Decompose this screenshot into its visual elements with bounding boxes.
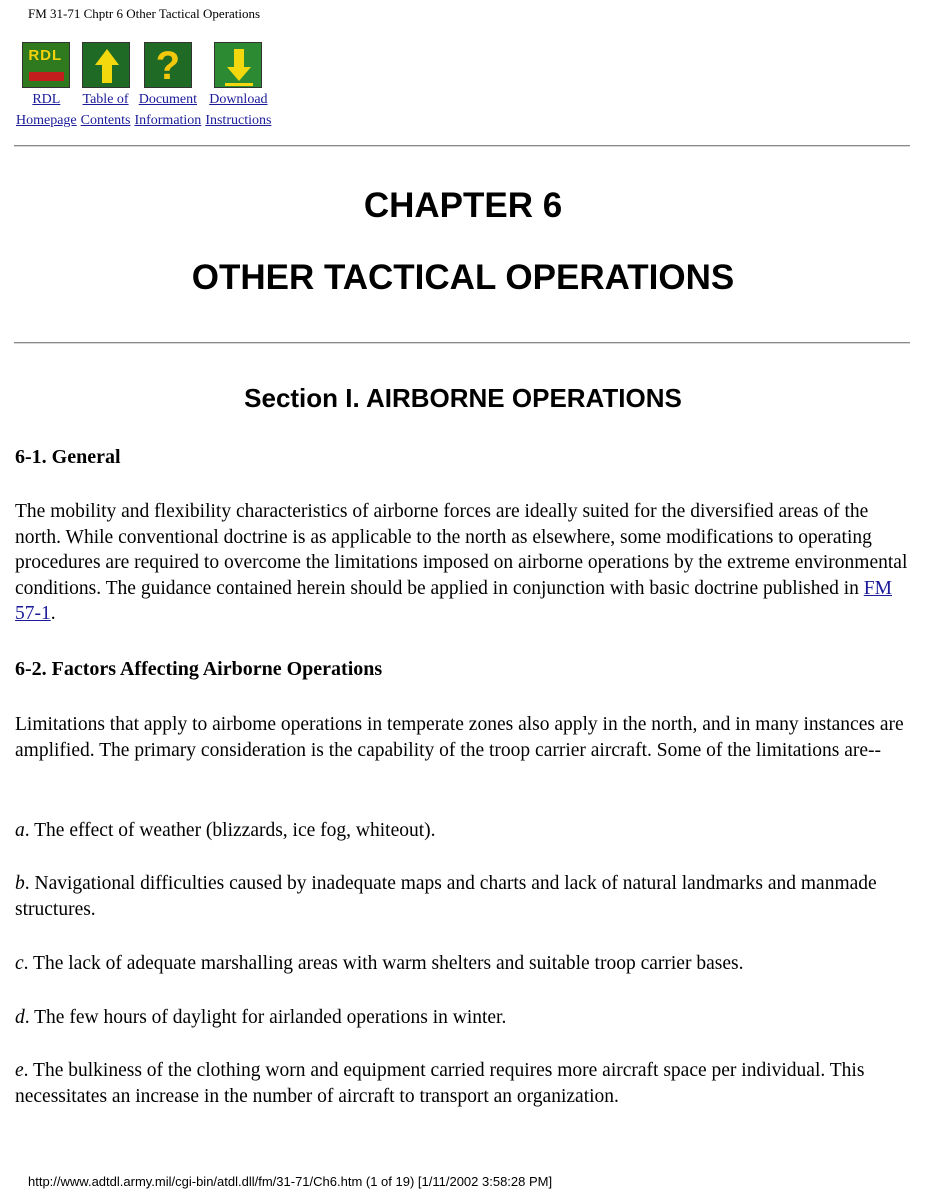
list-item: b. Navigational difficulties caused by inadequate maps and charts and lack of natural landmarks and manmade structures. (15, 873, 877, 920)
fm-57-1-link[interactable]: FM 57-1 (15, 577, 892, 625)
nav-document-information-link[interactable]: Document Information (134, 92, 202, 128)
list-item: e. The bulkiness of the clothing worn and equipment carried requires more aircraft space per individual. This necessitates an increase in the number of aircraft to transport an organization. (15, 1060, 865, 1107)
nav-rdl-homepage-link[interactable]: RDL Homepage (16, 92, 77, 128)
list-item: d. The few hours of daylight for airlanded operations in winter. (15, 1007, 507, 1028)
heading-6-2: 6-2. Factors Affecting Airborne Operations (15, 658, 383, 680)
nav-bar (16, 42, 275, 131)
rdl-logo-icon[interactable]: RDL (22, 42, 70, 88)
chapter-number: CHAPTER 6 (363, 186, 563, 225)
page-footer-url: http://www.adtdl.army.mil/cgi-bin/atdl.dll/fm/31-71/Ch6.htm (1 of 19) [1/11/2002 3:58:28 PM] (28, 1174, 553, 1189)
nav-table-of-contents[interactable] (81, 42, 131, 131)
paragraph-6-1: The mobility and flexibility characteristics of airborne forces are ideally suited for the diversified areas of the north. While conventional doctrine is as applicable to the north as elsewhere, some modifications to operating procedures are required to overcome the limitations imposed on airborne operations by the extreme environmental conditions. The guidance contained herein should be applied in conjunction with basic doctrine published in FM 57-1. (15, 501, 908, 625)
chapter-title: OTHER TACTICAL OPERATIONS (191, 258, 735, 297)
up-arrow-icon[interactable] (82, 42, 130, 88)
question-mark-icon[interactable]: ? (144, 42, 192, 88)
list-item: c. The lack of adequate marshalling areas with warm shelters and suitable troop carrier bases. (15, 953, 744, 974)
paragraph-6-2-intro: Limitations that apply to airbome operations in temperate zones also apply in the north, and in many instances are amplified. The primary consideration is the capability of the troop carrier aircraft. Some of the limitations are-- (15, 714, 904, 761)
heading-6-1: 6-1. General (15, 446, 121, 468)
download-arrow-icon[interactable] (214, 42, 262, 88)
divider (14, 145, 910, 147)
list-item: a. The effect of weather (blizzards, ice fog, whiteout). (15, 820, 436, 841)
nav-table-of-contents-link[interactable]: Table of Contents (80, 92, 131, 128)
nav-rdl-homepage[interactable] (16, 42, 77, 131)
nav-download-instructions[interactable] (205, 42, 271, 131)
page-header-title: FM 31-71 Chptr 6 Other Tactical Operations (28, 6, 261, 21)
nav-document-information[interactable] (134, 42, 201, 131)
nav-download-instructions-link[interactable]: Download Instructions (205, 92, 272, 128)
divider (14, 342, 910, 344)
section-title: Section I. AIRBORNE OPERATIONS (244, 383, 682, 413)
